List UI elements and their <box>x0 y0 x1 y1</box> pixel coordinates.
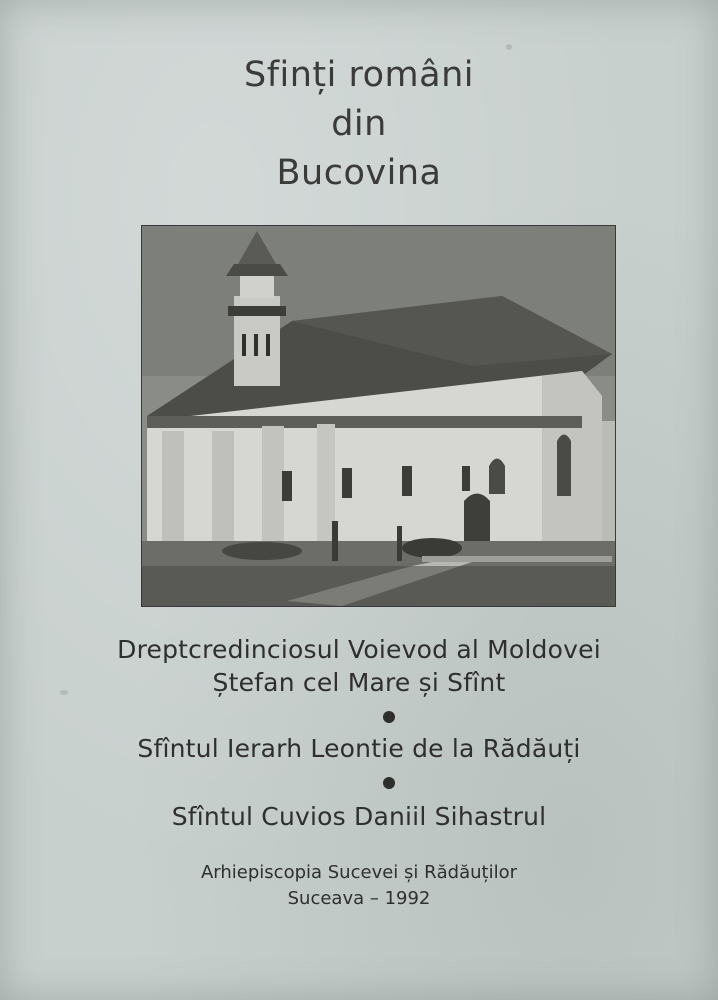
paper-stain <box>506 44 512 50</box>
church-illustration <box>142 226 615 606</box>
bullet-dot <box>383 711 395 723</box>
title-line-2: din <box>331 104 387 144</box>
publication-place-year: Suceava – 1992 <box>287 888 431 909</box>
title-line-3: Bucovina <box>276 153 442 193</box>
subtitle-stefan-line-1: Dreptcredinciosul Voievod al Moldovei <box>117 635 601 664</box>
title-line-1: Sfinți români <box>243 55 474 95</box>
subtitle-stefan-line-2: Ștefan cel Mare și Sfînt <box>212 668 506 697</box>
subtitle-leontie: Sfîntul Ierarh Leontie de la Rădăuți <box>137 734 581 763</box>
subtitle-daniil: Sfîntul Cuvios Daniil Sihastrul <box>171 802 547 831</box>
publisher-name: Arhiepiscopia Sucevei și Rădăuților <box>200 862 517 883</box>
church-photo <box>141 225 616 607</box>
bullet-dot <box>383 777 395 789</box>
